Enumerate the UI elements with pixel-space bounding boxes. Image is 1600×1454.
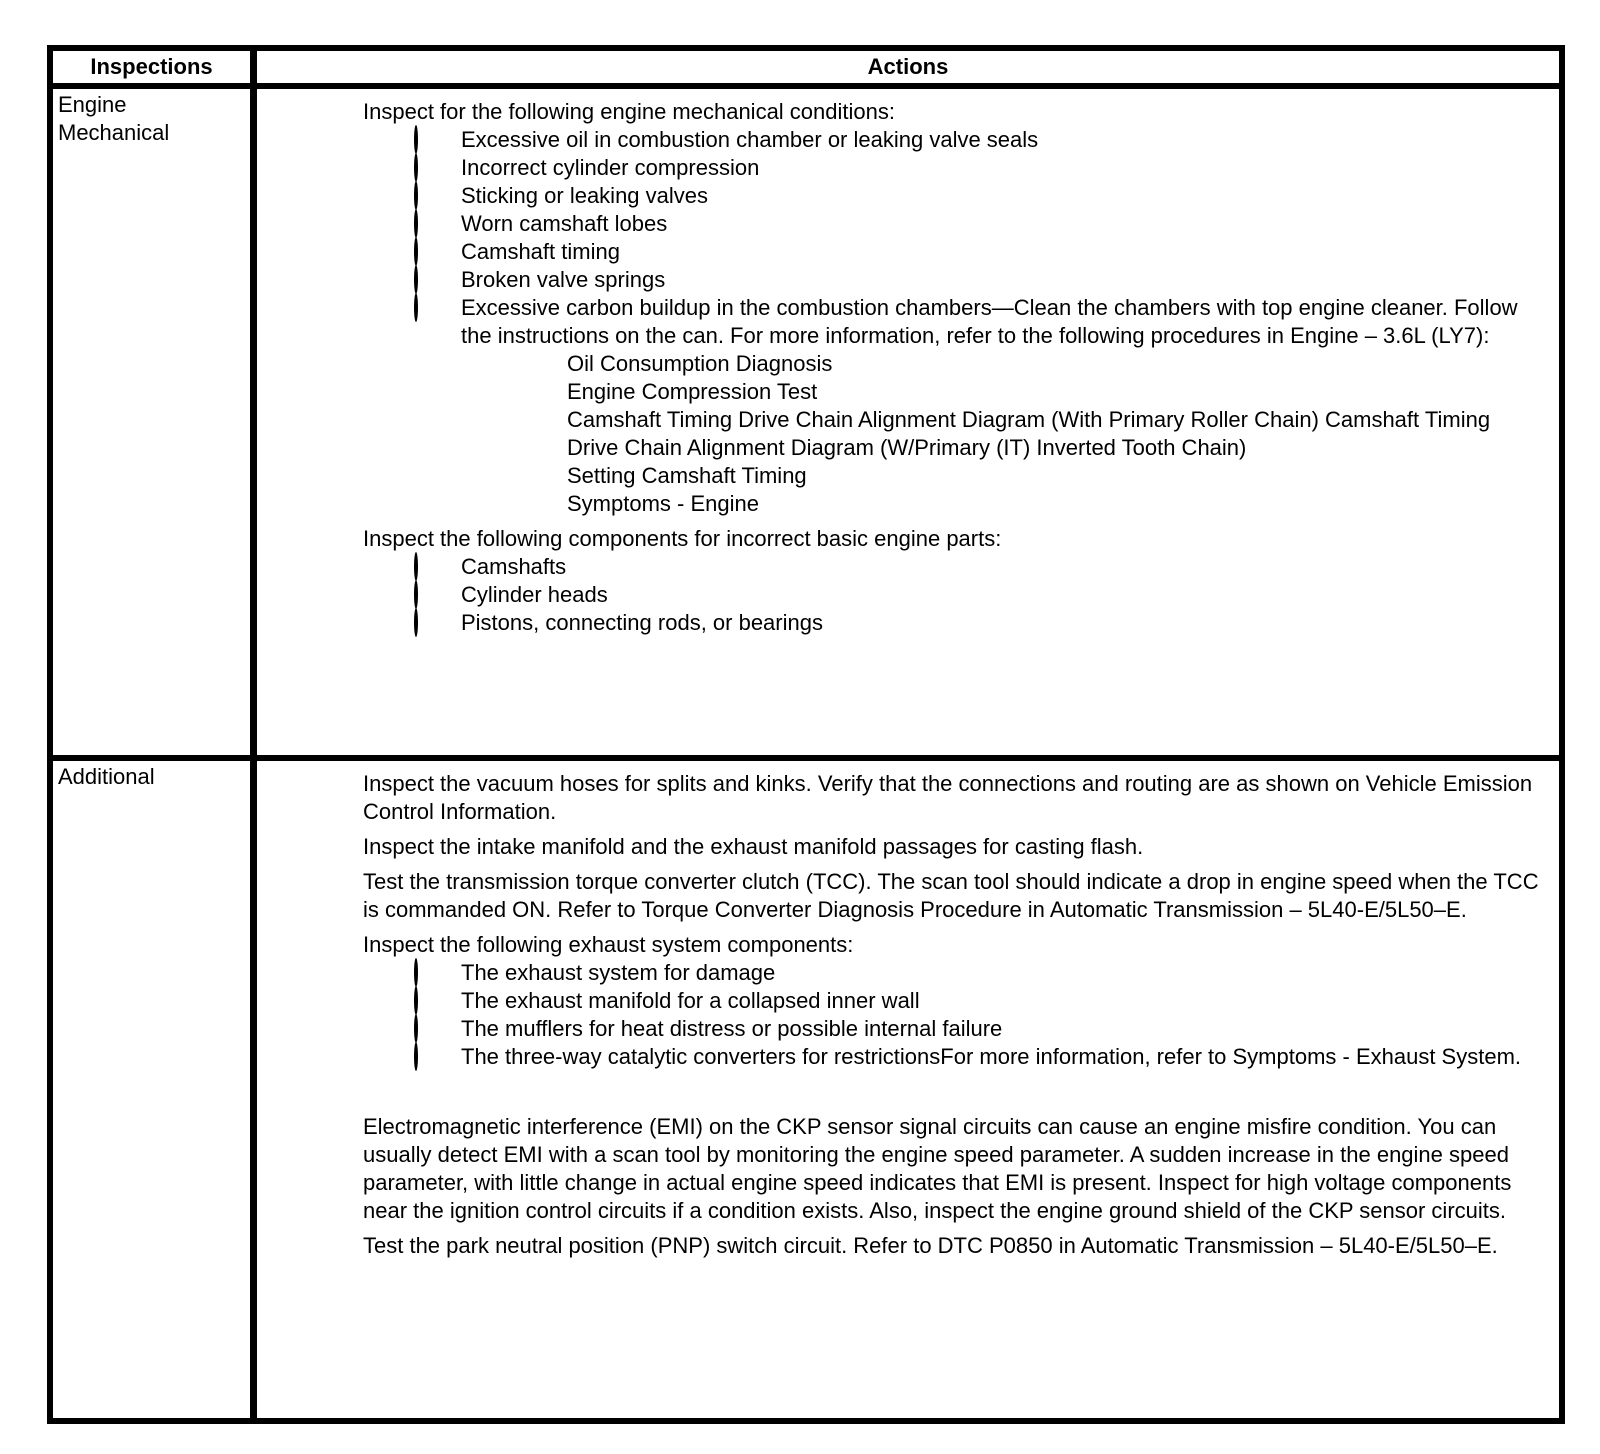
- action-item: The exhaust system for damage: [257, 959, 1559, 987]
- action-item: Pistons, connecting rods, or bearings: [257, 609, 1559, 637]
- action-item: Engine Compression Test: [567, 379, 818, 404]
- row-label-additional: Additional: [58, 764, 155, 789]
- action-item: Test the transmission torque converter clutch (TCC). The scan tool should indicate a drop in engine speed when the TCC is commanded ON. Refer to Torque Converter Diagnosis Procedure in Automatic Transmission – 5L40-E/5L50–E.: [363, 869, 1539, 922]
- circle-bullet-icon: [414, 552, 418, 581]
- action-item: Electromagnetic interference (EMI) on the CKP sensor signal circuits can cause an engine misfire condition. You can usually detect EMI with a scan tool by monitoring the engine speed parameter. A sudden increase in the engine speed parameter, with little change in actual engine speed indicates that EMI is present. Inspect for high voltage components near the ignition control circuits if a condition exists. Also, inspect the engine ground shield of the CKP sensor circuits.: [363, 1114, 1512, 1223]
- circle-bullet-icon: [414, 153, 418, 182]
- table-row: [53, 761, 1559, 1418]
- action-item: Camshafts: [257, 553, 1559, 581]
- circle-bullet-icon: [414, 986, 418, 1015]
- header-actions: Actions: [867, 54, 949, 79]
- action-item: Camshaft Timing Drive Chain Alignment Diagram (With Primary Roller Chain) Camshaft Timing Drive Chain Alignment Diagram (W/Primary (IT) Inverted Tooth Chain): [567, 407, 1491, 460]
- action-item: Broken valve springs: [257, 266, 1559, 294]
- action-item: Excessive carbon buildup in the combustion chambers—Clean the chambers with top engine cleaner. Follow the instructions on the can. For more information, refer to the following procedures in Engine – 3.6L (LY7):: [257, 294, 1559, 350]
- action-item: Symptoms - Engine: [567, 491, 759, 516]
- action-item: Inspect the following components for incorrect basic engine parts:: [363, 526, 1002, 551]
- circle-bullet-icon: [414, 237, 418, 266]
- action-item: Inspect the vacuum hoses for splits and kinks. Verify that the connections and routing are as shown on Vehicle Emission Control Information.: [363, 771, 1533, 824]
- action-item: The mufflers for heat distress or possible internal failure: [257, 1015, 1559, 1043]
- action-item: Cylinder heads: [257, 581, 1559, 609]
- action-item: Inspect the following exhaust system components:: [363, 932, 854, 957]
- inspection-actions-table: [47, 45, 1565, 1424]
- table-header-row: [53, 51, 1559, 89]
- action-item: Inspect the intake manifold and the exhaust manifold passages for casting flash.: [363, 834, 1144, 859]
- action-item: Oil Consumption Diagnosis: [567, 351, 833, 376]
- action-item: The three-way catalytic converters for restrictionsFor more information, refer to Symptoms - Exhaust System.: [257, 1043, 1559, 1071]
- circle-bullet-icon: [414, 1014, 418, 1043]
- action-item: The exhaust manifold for a collapsed inner wall: [257, 987, 1559, 1015]
- action-item: Setting Camshaft Timing: [567, 463, 807, 488]
- row-label-engine-mechanical: Engine Mechanical: [58, 92, 170, 145]
- circle-bullet-icon: [414, 181, 418, 210]
- circle-bullet-icon: [414, 1042, 418, 1071]
- action-item: Inspect for the following engine mechanical conditions:: [363, 99, 895, 124]
- action-item: Camshaft timing: [257, 238, 1559, 266]
- circle-bullet-icon: [414, 209, 418, 238]
- circle-bullet-icon: [414, 125, 418, 154]
- table-row: [53, 89, 1559, 761]
- circle-bullet-icon: [414, 580, 418, 609]
- circle-bullet-icon: [414, 265, 418, 294]
- action-item: Incorrect cylinder compression: [257, 154, 1559, 182]
- action-item: Sticking or leaking valves: [257, 182, 1559, 210]
- circle-bullet-icon: [414, 293, 418, 322]
- circle-bullet-icon: [414, 958, 418, 987]
- action-item: Test the park neutral position (PNP) switch circuit. Refer to DTC P0850 in Automatic Transmission – 5L40-E/5L50–E.: [363, 1233, 1498, 1258]
- circle-bullet-icon: [414, 608, 418, 637]
- action-item: Excessive oil in combustion chamber or leaking valve seals: [257, 126, 1559, 154]
- action-item: Worn camshaft lobes: [257, 210, 1559, 238]
- header-inspections: Inspections: [53, 51, 257, 83]
